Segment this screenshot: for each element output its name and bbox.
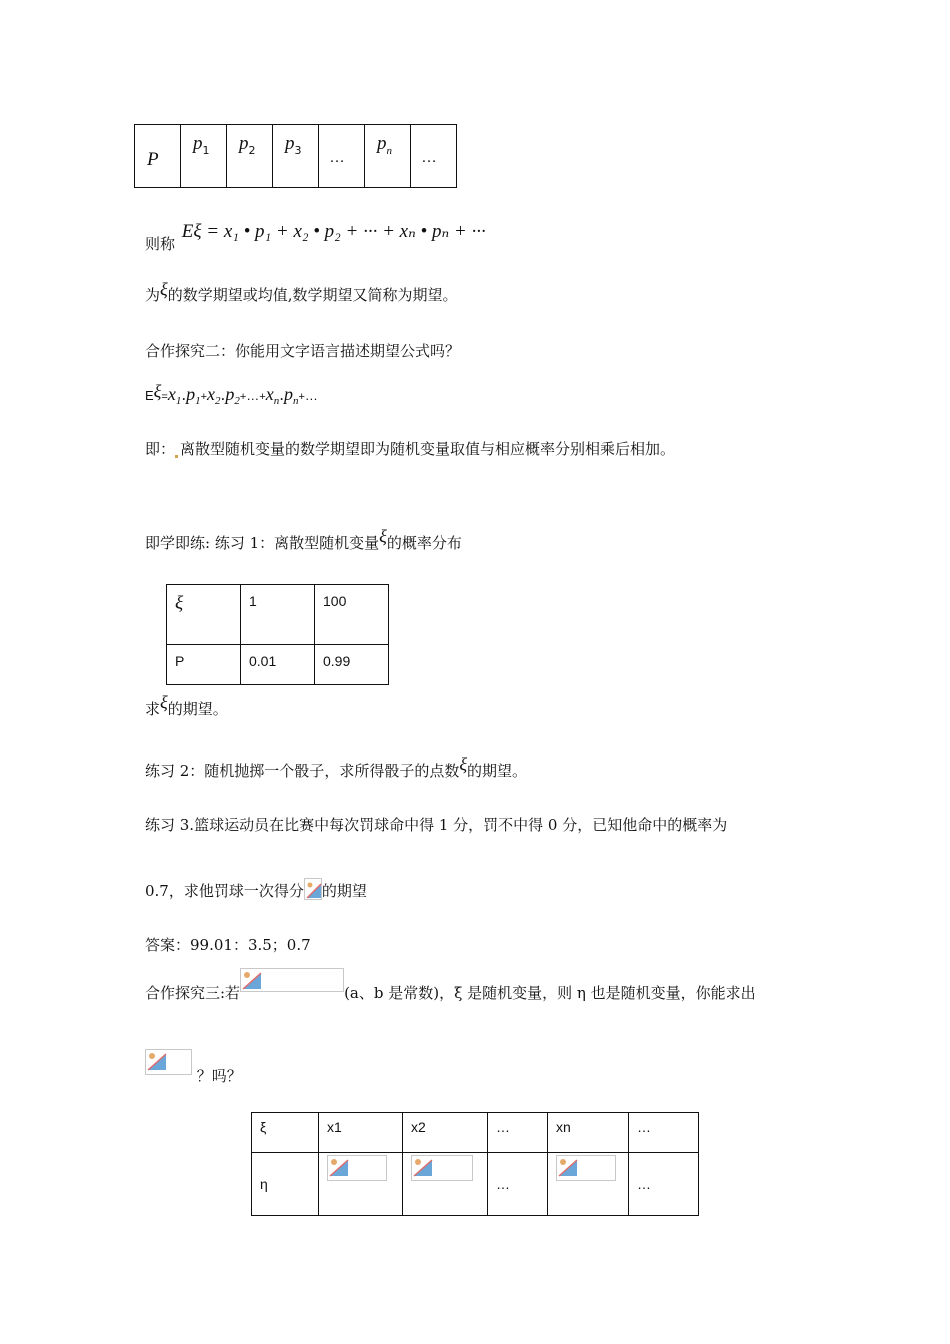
broken-image-icon [240,968,344,992]
table-cell [403,1153,488,1216]
broken-image-icon [304,878,322,900]
paragraph: ？吗？ [145,1049,242,1078]
table-cell: 100 [315,585,389,645]
table-cell: … [488,1153,548,1216]
paragraph: 求ξ的期望。 [145,692,228,718]
table-cell [548,1153,629,1216]
table-cell: x1 [319,1113,403,1153]
paragraph: 0.7，求他罚球一次得分 的期望 [145,878,367,901]
table-cell: $p_1$ [181,125,227,188]
table-cell: 1 [241,585,315,645]
broken-image-icon [145,1049,192,1075]
xi-symbol: ξ [379,526,387,546]
probability-row-table [134,124,457,188]
paragraph: 练习 2：随机抛掷一个骰子，求所得骰子的点数ξ的期望。 [145,754,528,780]
paragraph: 合作探究二：你能用文字语言描述期望公式吗？ [145,342,461,360]
marker-icon [175,455,178,458]
broken-image-icon [411,1155,473,1181]
paragraph: 即学即练: 练习 1：离散型随机变量ξ的概率分布 [145,526,462,552]
table-cell: 0.99 [315,645,389,685]
table-cell: P [167,645,241,685]
table-cell: $p_n$ [365,125,411,188]
table-cell: η [252,1153,319,1216]
broken-image-icon [556,1155,616,1181]
table-cell: $p_3$ [273,125,319,188]
paragraph: 即： 离散型随机变量的数学期望即为随机变量取值与相应概率分别相乘后相加。 [145,440,676,458]
expectation-formula-text: $E\xi=x_1.p_1+x_2.p_2+\dots+x_n.p_n+\dots$ [145,381,318,407]
paragraph: 练习 3.篮球运动员在比赛中每次罚球命中得 1 分，罚不中得 0 分，已知他命中的概率为 [145,816,728,834]
expectation-definition: 则称 Eξ = x₁ • p₁ + x₂ • p₂ + ··· + xₙ • pₙ + ··· [145,221,486,253]
table-cell: … [629,1113,699,1153]
xi-symbol: ξ [160,279,168,299]
table-cell: … [488,1113,548,1153]
table-cell: ξ [252,1113,319,1153]
table-cell: x2 [403,1113,488,1153]
table-cell: $p_2$ [227,125,273,188]
expectation-formula: Eξ = x₁ • p₁ + x₂ • p₂ + ··· + xₙ • pₙ + ··· [181,221,486,242]
table-cell: … [629,1153,699,1216]
table-cell: xn [548,1113,629,1153]
paragraph: 为ξ的数学期望或均值,数学期望又简称为期望。 [145,279,458,304]
table-cell: 0.01 [241,645,315,685]
table-cell: … [411,125,457,188]
table-cell: ξ [167,585,241,645]
paragraph: 合作探究三:若 (a、b 是常数)，ξ 是随机变量，则 η 也是随机变量，你能求出 [145,968,756,995]
answer-line: 答案：99.01：3.5；0.7 [145,936,311,954]
transform-table [251,1112,699,1216]
table-cell: … [319,125,365,188]
table-cell [319,1153,403,1216]
broken-image-icon [327,1155,387,1181]
table-cell-label: P [135,125,181,188]
distribution-table [166,584,389,685]
